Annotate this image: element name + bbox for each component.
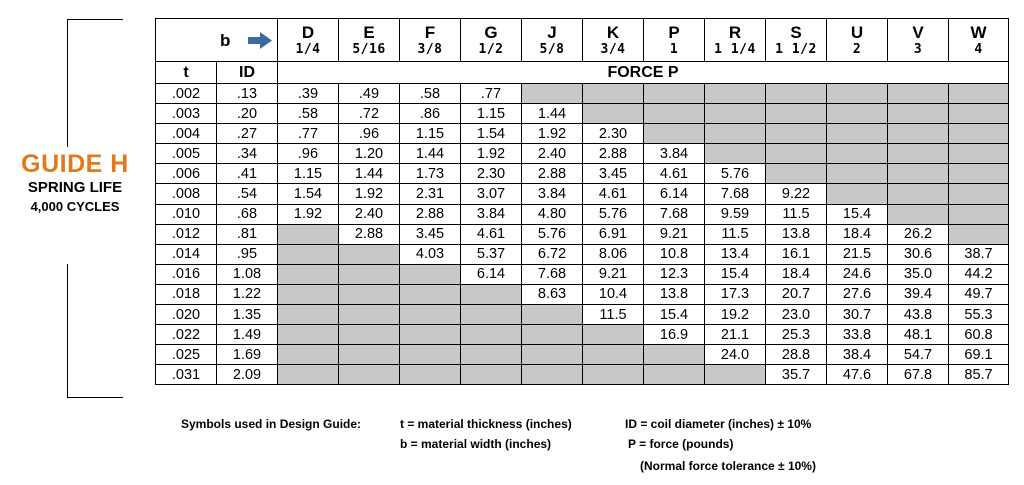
force-cell: .72	[339, 104, 400, 124]
empty-force-cell	[400, 365, 461, 385]
force-cell: 85.7	[949, 365, 1009, 385]
force-cell: 27.6	[827, 284, 888, 304]
bracket-upper-line	[67, 19, 68, 147]
column-size: 3	[913, 41, 923, 57]
force-cell: 6.14	[461, 264, 522, 284]
force-cell: 2.40	[339, 204, 400, 224]
force-cell: 17.3	[705, 284, 766, 304]
empty-force-cell	[705, 84, 766, 104]
coil-diameter-cell: .20	[217, 104, 278, 124]
width-header-cell	[156, 19, 278, 62]
t-header: t	[156, 62, 217, 84]
thickness-cell: .020	[156, 305, 217, 325]
force-cell: 38.4	[827, 345, 888, 365]
force-cell: 19.2	[705, 305, 766, 325]
column-size: 5/16	[352, 41, 386, 57]
force-cell: 2.31	[400, 184, 461, 204]
empty-force-cell	[278, 264, 339, 284]
thickness-cell: .006	[156, 164, 217, 184]
column-size: 2	[852, 41, 862, 57]
force-cell: 1.54	[461, 124, 522, 144]
force-cell: 30.7	[827, 305, 888, 325]
force-cell: .77	[461, 84, 522, 104]
thickness-cell: .012	[156, 224, 217, 244]
column-letter: W	[970, 22, 987, 42]
force-cell: 16.9	[644, 325, 705, 345]
coil-diameter-cell: 2.09	[217, 365, 278, 385]
empty-force-cell	[461, 345, 522, 365]
thickness-cell: .010	[156, 204, 217, 224]
force-cell: 30.6	[888, 244, 949, 264]
empty-force-cell	[705, 365, 766, 385]
bracket-top-line	[67, 19, 123, 20]
column-header-f	[400, 19, 461, 62]
thickness-cell: .008	[156, 184, 217, 204]
b-label: b	[220, 31, 231, 50]
force-cell: 11.5	[583, 305, 644, 325]
legend-p-definition: P = force (pounds)	[628, 437, 734, 451]
empty-force-cell	[278, 305, 339, 325]
column-size: 1	[669, 41, 679, 57]
column-letter: E	[363, 22, 375, 42]
force-cell: 6.72	[522, 244, 583, 264]
force-cell: 28.8	[766, 345, 827, 365]
force-cell: 4.61	[583, 184, 644, 204]
force-cell: 21.1	[705, 325, 766, 345]
bracket-bottom-line	[67, 397, 123, 398]
force-cell: 23.0	[766, 305, 827, 325]
guide-label	[0, 150, 150, 216]
empty-force-cell	[888, 164, 949, 184]
column-header-r	[705, 19, 766, 62]
force-cell: 3.07	[461, 184, 522, 204]
guide-cycles: 4,000 CYCLES	[30, 199, 120, 214]
force-cell: 1.15	[461, 104, 522, 124]
force-cell: 11.5	[705, 224, 766, 244]
empty-force-cell	[583, 84, 644, 104]
force-cell: .86	[400, 104, 461, 124]
force-cell: 4.03	[400, 244, 461, 264]
table-row	[156, 104, 1009, 124]
column-letter: V	[912, 22, 924, 42]
force-cell: 5.76	[705, 164, 766, 184]
coil-diameter-cell: 1.22	[217, 284, 278, 304]
empty-force-cell	[522, 84, 583, 104]
column-header-p	[644, 19, 705, 62]
table-row	[156, 184, 1009, 204]
coil-diameter-cell: .68	[217, 204, 278, 224]
column-header-v	[888, 19, 949, 62]
empty-force-cell	[278, 224, 339, 244]
legend-id-definition: ID = coil diameter (inches) ± 10%	[625, 417, 812, 431]
guide-subtitle: SPRING LIFE	[27, 179, 123, 196]
force-cell: 1.73	[400, 164, 461, 184]
force-cell: 1.20	[339, 144, 400, 164]
empty-force-cell	[461, 305, 522, 325]
table-row	[156, 284, 1009, 304]
thickness-cell: .004	[156, 124, 217, 144]
force-cell: 13.8	[766, 224, 827, 244]
column-letter: D	[301, 22, 315, 42]
force-cell: 7.68	[522, 264, 583, 284]
coil-diameter-cell: .13	[217, 84, 278, 104]
empty-force-cell	[644, 104, 705, 124]
empty-force-cell	[522, 365, 583, 385]
table-row	[156, 244, 1009, 264]
force-cell: 2.40	[522, 144, 583, 164]
empty-force-cell	[339, 365, 400, 385]
bracket-lower-line	[67, 264, 68, 398]
empty-force-cell	[522, 345, 583, 365]
force-cell: 2.88	[400, 204, 461, 224]
empty-force-cell	[644, 84, 705, 104]
force-cell: 9.59	[705, 204, 766, 224]
force-cell: 9.21	[583, 264, 644, 284]
force-cell: 1.54	[278, 184, 339, 204]
force-cell: 15.4	[644, 305, 705, 325]
empty-force-cell	[949, 84, 1009, 104]
legend-t-definition: t = material thickness (inches)	[400, 417, 572, 431]
subheader-row	[156, 62, 1009, 84]
id-header: ID	[217, 62, 278, 84]
force-cell: 4.61	[644, 164, 705, 184]
empty-force-cell	[400, 305, 461, 325]
empty-force-cell	[400, 345, 461, 365]
empty-force-cell	[644, 124, 705, 144]
force-cell: 38.7	[949, 244, 1009, 264]
force-cell: 24.6	[827, 264, 888, 284]
empty-force-cell	[278, 345, 339, 365]
table-body	[156, 84, 1009, 385]
force-cell: 18.4	[827, 224, 888, 244]
column-size: 1 1/2	[775, 41, 817, 57]
force-cell: 25.3	[766, 325, 827, 345]
table-row	[156, 365, 1009, 385]
force-cell: 16.1	[766, 244, 827, 264]
force-cell: 6.91	[583, 224, 644, 244]
empty-force-cell	[766, 104, 827, 124]
empty-force-cell	[949, 124, 1009, 144]
thickness-cell: .031	[156, 365, 217, 385]
empty-force-cell	[400, 325, 461, 345]
empty-force-cell	[949, 224, 1009, 244]
table-row	[156, 204, 1009, 224]
thickness-cell: .003	[156, 104, 217, 124]
empty-force-cell	[339, 244, 400, 264]
thickness-cell: .022	[156, 325, 217, 345]
empty-force-cell	[583, 325, 644, 345]
table-row	[156, 325, 1009, 345]
column-size: 3/8	[417, 41, 443, 57]
table-row	[156, 164, 1009, 184]
force-cell: 26.2	[888, 224, 949, 244]
column-letter: J	[547, 22, 557, 42]
empty-force-cell	[339, 325, 400, 345]
table-row	[156, 144, 1009, 164]
empty-force-cell	[888, 144, 949, 164]
empty-force-cell	[461, 365, 522, 385]
column-header-g	[461, 19, 522, 62]
empty-force-cell	[522, 325, 583, 345]
force-cell: .58	[400, 84, 461, 104]
column-header-row	[156, 19, 1009, 62]
force-cell: .39	[278, 84, 339, 104]
arrow-right-icon	[248, 32, 272, 49]
empty-force-cell	[400, 284, 461, 304]
force-cell: 1.44	[339, 164, 400, 184]
force-cell: 1.44	[522, 104, 583, 124]
column-letter: K	[606, 22, 620, 42]
force-cell: 3.84	[461, 204, 522, 224]
column-header-d	[278, 19, 339, 62]
coil-diameter-cell: .81	[217, 224, 278, 244]
force-cell: 47.6	[827, 365, 888, 385]
empty-force-cell	[339, 284, 400, 304]
force-cell: 5.37	[461, 244, 522, 264]
column-header-w	[949, 19, 1009, 62]
force-cell: 69.1	[949, 345, 1009, 365]
force-cell: 6.14	[644, 184, 705, 204]
force-cell: 39.4	[888, 284, 949, 304]
empty-force-cell	[827, 124, 888, 144]
column-size: 4	[974, 41, 983, 57]
column-header-k	[583, 19, 644, 62]
force-cell: 11.5	[766, 204, 827, 224]
empty-force-cell	[339, 305, 400, 325]
legend-tolerance: (Normal force tolerance ± 10%)	[640, 459, 816, 473]
empty-force-cell	[888, 204, 949, 224]
force-cell: 10.8	[644, 244, 705, 264]
force-cell: 3.84	[644, 144, 705, 164]
guide-title: GUIDE H	[21, 150, 129, 178]
force-cell: .58	[278, 104, 339, 124]
empty-force-cell	[461, 284, 522, 304]
thickness-cell: .014	[156, 244, 217, 264]
column-header-u	[827, 19, 888, 62]
table-row	[156, 124, 1009, 144]
column-letter: S	[790, 22, 802, 42]
column-letter: U	[850, 22, 864, 42]
thickness-cell: .025	[156, 345, 217, 365]
force-cell: 67.8	[888, 365, 949, 385]
empty-force-cell	[644, 365, 705, 385]
column-letter: G	[484, 22, 498, 42]
force-table	[155, 18, 1009, 385]
empty-force-cell	[278, 365, 339, 385]
empty-force-cell	[400, 264, 461, 284]
thickness-cell: .016	[156, 264, 217, 284]
force-cell: 12.3	[644, 264, 705, 284]
empty-force-cell	[888, 104, 949, 124]
empty-force-cell	[827, 104, 888, 124]
force-cell: 35.7	[766, 365, 827, 385]
legend-intro: Symbols used in Design Guide:	[181, 417, 362, 431]
force-cell: 1.15	[278, 164, 339, 184]
column-header-e	[339, 19, 400, 62]
force-cell: 5.76	[522, 224, 583, 244]
force-cell: 2.30	[461, 164, 522, 184]
force-cell: 48.1	[888, 325, 949, 345]
force-cell: 4.80	[522, 204, 583, 224]
empty-force-cell	[827, 144, 888, 164]
force-cell: 3.45	[583, 164, 644, 184]
empty-force-cell	[339, 264, 400, 284]
force-cell: 55.3	[949, 305, 1009, 325]
column-size: 5/8	[539, 41, 565, 57]
force-cell: 8.06	[583, 244, 644, 264]
empty-force-cell	[278, 284, 339, 304]
empty-force-cell	[949, 104, 1009, 124]
coil-diameter-cell: .34	[217, 144, 278, 164]
column-letter: R	[728, 22, 742, 42]
thickness-cell: .018	[156, 284, 217, 304]
empty-force-cell	[766, 84, 827, 104]
empty-force-cell	[644, 345, 705, 365]
table-row	[156, 345, 1009, 365]
force-cell: 1.44	[400, 144, 461, 164]
force-cell: 44.2	[949, 264, 1009, 284]
column-size: 1 1/4	[714, 41, 756, 57]
empty-force-cell	[705, 124, 766, 144]
empty-force-cell	[705, 104, 766, 124]
empty-force-cell	[461, 325, 522, 345]
force-cell: 7.68	[705, 184, 766, 204]
empty-force-cell	[583, 345, 644, 365]
force-cell: 60.8	[949, 325, 1009, 345]
empty-force-cell	[827, 84, 888, 104]
force-cell: 24.0	[705, 345, 766, 365]
force-cell: .77	[278, 124, 339, 144]
force-cell: 1.92	[522, 124, 583, 144]
force-cell: 7.68	[644, 204, 705, 224]
empty-force-cell	[583, 365, 644, 385]
empty-force-cell	[949, 204, 1009, 224]
force-cell: 18.4	[766, 264, 827, 284]
column-letter: F	[424, 22, 436, 42]
force-cell: 5.76	[583, 204, 644, 224]
empty-force-cell	[705, 144, 766, 164]
force-cell: 43.8	[888, 305, 949, 325]
force-cell: .96	[339, 124, 400, 144]
force-cell: 33.8	[827, 325, 888, 345]
empty-force-cell	[766, 124, 827, 144]
coil-diameter-cell: .54	[217, 184, 278, 204]
table-row	[156, 224, 1009, 244]
force-cell: 2.88	[522, 164, 583, 184]
empty-force-cell	[278, 325, 339, 345]
force-cell: 9.22	[766, 184, 827, 204]
thickness-cell: .002	[156, 84, 217, 104]
force-cell: 13.8	[644, 284, 705, 304]
force-cell: 3.45	[400, 224, 461, 244]
column-size: 3/4	[600, 41, 626, 57]
force-cell: 10.4	[583, 284, 644, 304]
empty-force-cell	[827, 164, 888, 184]
coil-diameter-cell: 1.49	[217, 325, 278, 345]
force-cell: .49	[339, 84, 400, 104]
force-cell: 20.7	[766, 284, 827, 304]
coil-diameter-cell: 1.08	[217, 264, 278, 284]
table-row	[156, 305, 1009, 325]
empty-force-cell	[827, 184, 888, 204]
force-header: FORCE P	[278, 62, 1009, 84]
force-cell: 54.7	[888, 345, 949, 365]
coil-diameter-cell: 1.35	[217, 305, 278, 325]
force-cell: 2.30	[583, 124, 644, 144]
force-cell: 4.61	[461, 224, 522, 244]
coil-diameter-cell: 1.69	[217, 345, 278, 365]
empty-force-cell	[583, 104, 644, 124]
coil-diameter-cell: .95	[217, 244, 278, 264]
empty-force-cell	[888, 124, 949, 144]
table-row	[156, 84, 1009, 104]
empty-force-cell	[888, 184, 949, 204]
force-cell: 15.4	[827, 204, 888, 224]
empty-force-cell	[949, 184, 1009, 204]
empty-force-cell	[949, 144, 1009, 164]
column-size: 1/4	[295, 41, 321, 57]
empty-force-cell	[522, 305, 583, 325]
empty-force-cell	[339, 345, 400, 365]
legend-b-definition: b = material width (inches)	[400, 437, 552, 451]
force-cell: 1.92	[278, 204, 339, 224]
force-cell: 35.0	[888, 264, 949, 284]
column-letter: P	[668, 22, 680, 42]
force-cell: 2.88	[583, 144, 644, 164]
column-size: 1/2	[478, 41, 504, 57]
force-cell: 1.92	[339, 184, 400, 204]
force-cell: .96	[278, 144, 339, 164]
column-header-j	[522, 19, 583, 62]
table-row	[156, 264, 1009, 284]
coil-diameter-cell: .41	[217, 164, 278, 184]
force-cell: 21.5	[827, 244, 888, 264]
thickness-cell: .005	[156, 144, 217, 164]
force-cell: 3.84	[522, 184, 583, 204]
empty-force-cell	[766, 164, 827, 184]
force-cell: 9.21	[644, 224, 705, 244]
empty-force-cell	[278, 244, 339, 264]
force-cell: 15.4	[705, 264, 766, 284]
column-header-s	[766, 19, 827, 62]
empty-force-cell	[949, 164, 1009, 184]
empty-force-cell	[888, 84, 949, 104]
empty-force-cell	[766, 144, 827, 164]
force-cell: 1.92	[461, 144, 522, 164]
force-cell: 1.15	[400, 124, 461, 144]
force-cell: 13.4	[705, 244, 766, 264]
force-cell: 8.63	[522, 284, 583, 304]
force-cell: 49.7	[949, 284, 1009, 304]
force-cell: 2.88	[339, 224, 400, 244]
coil-diameter-cell: .27	[217, 124, 278, 144]
